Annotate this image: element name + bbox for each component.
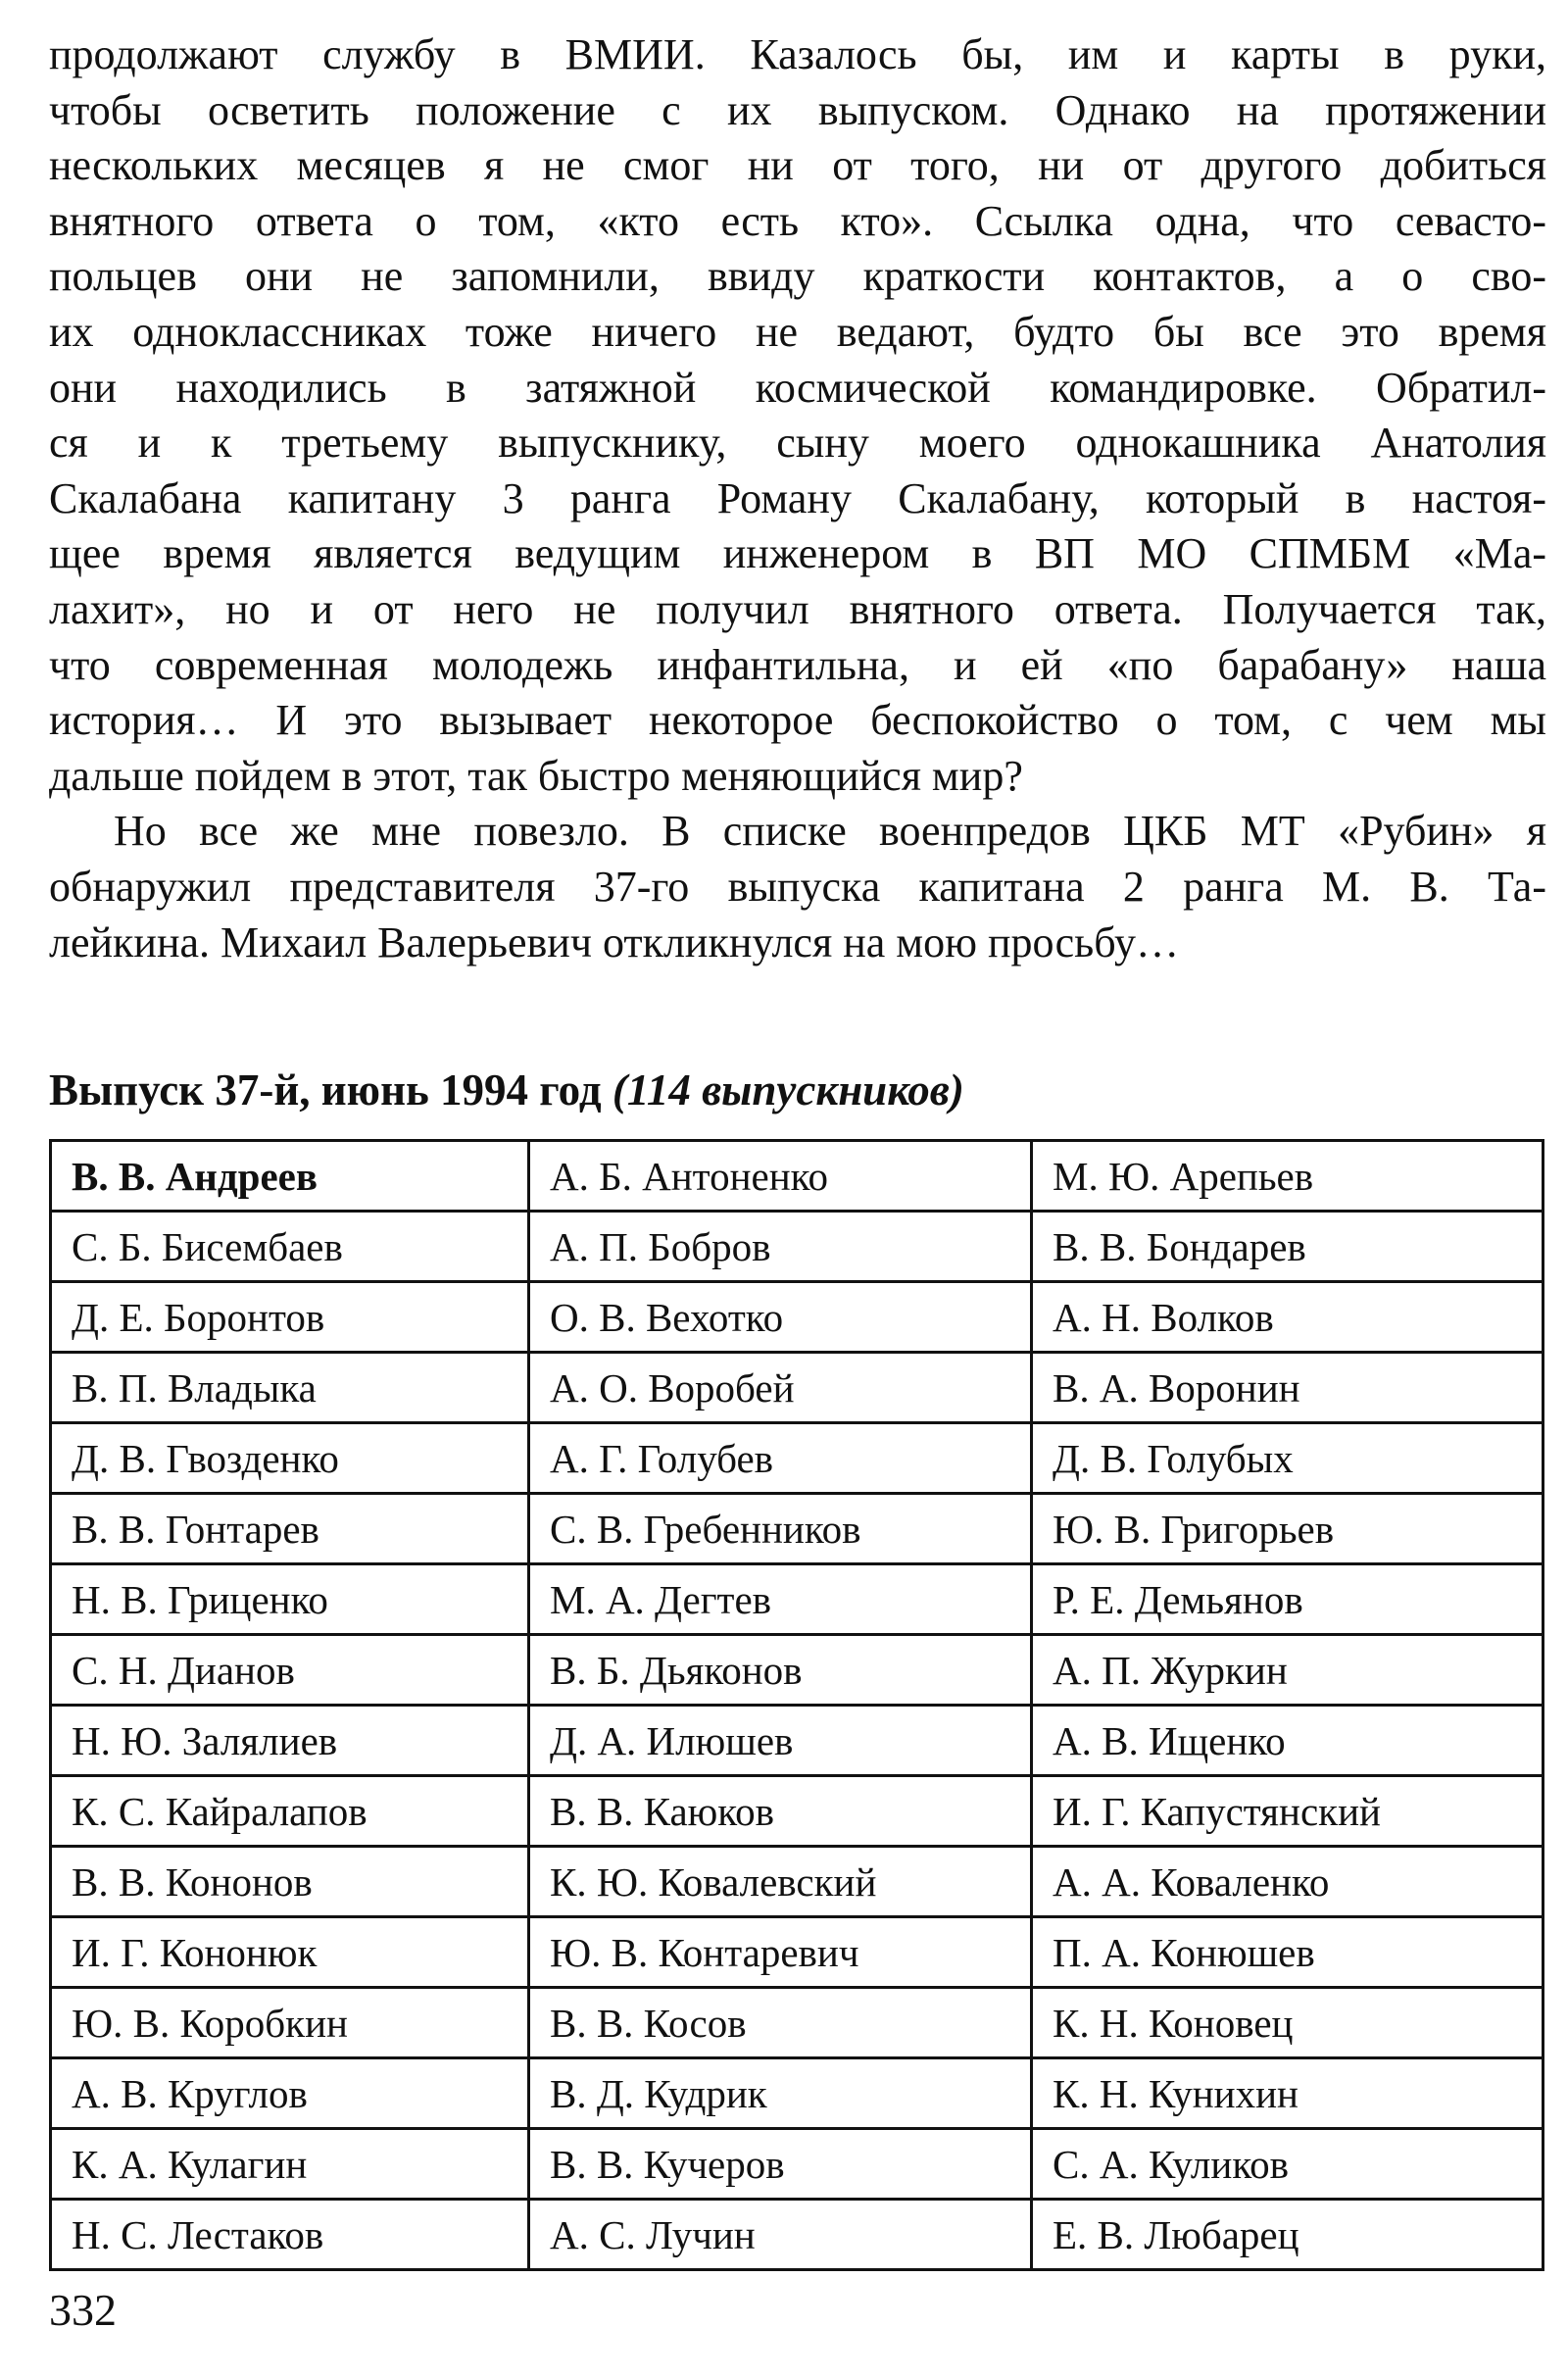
table-row [51, 1212, 1544, 1282]
graduate-name-cell: В. В. Гонтарев [51, 1494, 529, 1564]
graduate-name-cell: М. А. Дегтев [528, 1564, 1031, 1635]
text-line: внятного ответа о том, «кто есть кто». Ссылка одна, что севасто- [49, 196, 1546, 245]
table-row [51, 1635, 1544, 1706]
table-row [51, 1988, 1544, 2058]
text-line: польцев они не запомнили, ввиду краткости контактов, а о сво- [49, 252, 1546, 301]
graduate-name-cell: К. А. Кулагин [51, 2129, 529, 2200]
table-row [51, 1776, 1544, 1847]
graduate-name-cell: К. С. Кайралапов [51, 1776, 529, 1847]
graduate-name-cell: С. Б. Бисембаев [51, 1212, 529, 1282]
page-number: 332 [49, 2285, 117, 2335]
graduate-name-cell: Д. Е. Боронтов [51, 1282, 529, 1353]
graduate-name-cell: А. Г. Голубев [528, 1423, 1031, 1494]
graduate-name-cell: В. Б. Дьяконов [528, 1635, 1031, 1706]
table-title-note: (114 выпускников) [612, 1065, 964, 1114]
table-row [51, 1706, 1544, 1776]
text-line: Скалабана капитану 3 ранга Роману Скалабану, который в настоя- [49, 473, 1546, 522]
graduate-name-cell: В. П. Владыка [51, 1353, 529, 1423]
text-line: нескольких месяцев я не смог ни от того, ни от другого добиться [49, 141, 1546, 190]
text-line: щее время является ведущим инженером в ВП МО СПМБМ «Ма- [49, 529, 1546, 578]
text-line: их одноклассниках тоже ничего не ведают, будто бы все это время [49, 307, 1546, 356]
text-line: они находились в затяжной космической командировке. Обратил- [49, 363, 1546, 412]
text-line: что современная молодежь инфантильна, и ей «по барабану» наша [49, 640, 1546, 689]
graduate-name-cell: Д. В. Гвозденко [51, 1423, 529, 1494]
graduate-name-cell: И. Г. Капустянский [1032, 1776, 1544, 1847]
graduate-name-cell: С. А. Куликов [1032, 2129, 1544, 2200]
graduate-name-cell: В. А. Воронин [1032, 1353, 1544, 1423]
graduate-name-cell: А. Н. Волков [1032, 1282, 1544, 1353]
table-row [51, 2058, 1544, 2129]
text-line: обнаружил представителя 37-го выпуска капитана 2 ранга М. В. Та- [49, 862, 1546, 911]
graduate-name-cell: В. В. Бондарев [1032, 1212, 1544, 1282]
table-row [51, 1141, 1544, 1212]
table-title-main: Выпуск 37-й, июнь 1994 год [49, 1065, 602, 1114]
text-line: лейкина. Михаил Валерьевич откликнулся на мою просьбу… [49, 917, 1179, 966]
table-row [51, 2200, 1544, 2270]
graduates-table [49, 1139, 1544, 2271]
graduate-name-cell: В. В. Каюков [528, 1776, 1031, 1847]
graduate-name-cell: К. Н. Кунихин [1032, 2058, 1544, 2129]
graduate-name-cell: Д. В. Голубых [1032, 1423, 1544, 1494]
graduate-name-cell: К. Н. Коновец [1032, 1988, 1544, 2058]
graduate-name-cell: И. Г. Кононюк [51, 1917, 529, 1988]
text-line: история… И это вызывает некоторое беспокойство о том, с чем мы [49, 696, 1546, 745]
graduate-name-cell: Р. Е. Демьянов [1032, 1564, 1544, 1635]
graduate-name-cell: К. Ю. Ковалевский [528, 1847, 1031, 1917]
graduate-name-cell: А. Б. Антоненко [528, 1141, 1031, 1212]
graduate-name-cell: Н. Ю. Залялиев [51, 1706, 529, 1776]
paragraph-1 [49, 27, 1546, 804]
graduate-name-cell: Ю. В. Контаревич [528, 1917, 1031, 1988]
graduate-name-cell: Н. В. Гриценко [51, 1564, 529, 1635]
graduate-name-cell: В. В. Кучеров [528, 2129, 1031, 2200]
graduate-name-cell: Ю. В. Григорьев [1032, 1494, 1544, 1564]
graduate-name-cell: В. Д. Кудрик [528, 2058, 1031, 2129]
graduate-name-cell: О. В. Вехотко [528, 1282, 1031, 1353]
graduate-name-cell: А. П. Бобров [528, 1212, 1031, 1282]
table-row [51, 1847, 1544, 1917]
text-line: ся и к третьему выпускнику, сыну моего однокашника Анатолия [49, 419, 1546, 468]
graduate-name-cell: Д. А. Илюшев [528, 1706, 1031, 1776]
graduate-name-cell: А. О. Воробей [528, 1353, 1031, 1423]
graduate-name-cell: А. П. Журкин [1032, 1635, 1544, 1706]
table-row [51, 1564, 1544, 1635]
graduate-name-cell: Н. С. Лестаков [51, 2200, 529, 2270]
graduate-name-cell: В. В. Кононов [51, 1847, 529, 1917]
paragraph-2 [49, 804, 1546, 970]
graduate-name-cell: М. Ю. Арепьев [1032, 1141, 1544, 1212]
table-row [51, 1353, 1544, 1423]
table-row [51, 1917, 1544, 1988]
graduate-name-cell: В. В. Андреев [51, 1141, 529, 1212]
graduate-name-cell: Е. В. Любарец [1032, 2200, 1544, 2270]
graduate-name-cell: П. А. Конюшев [1032, 1917, 1544, 1988]
text-line: дальше пойдем в этот, так быстро меняющийся мир? [49, 751, 1023, 800]
text-line: Но все же мне повезло. В списке военпредов ЦКБ МТ «Рубин» я [114, 807, 1546, 856]
table-title [49, 1065, 964, 1115]
table-row [51, 1494, 1544, 1564]
graduate-name-cell: А. В. Круглов [51, 2058, 529, 2129]
text-line: чтобы осветить положение с их выпуском. Однако на протяжении [49, 85, 1546, 134]
text-line: лахит», но и от него не получил внятного ответа. Получается так, [49, 584, 1546, 633]
graduate-name-cell: В. В. Косов [528, 1988, 1031, 2058]
table-row [51, 2129, 1544, 2200]
table-row [51, 1423, 1544, 1494]
graduate-name-cell: А. В. Ищенко [1032, 1706, 1544, 1776]
graduate-name-cell: С. В. Гребенников [528, 1494, 1031, 1564]
graduate-name-cell: Ю. В. Коробкин [51, 1988, 529, 2058]
text-line: продолжают службу в ВМИИ. Казалось бы, им и карты в руки, [49, 30, 1546, 78]
graduate-name-cell: А. А. Коваленко [1032, 1847, 1544, 1917]
page-body [49, 27, 1546, 970]
graduate-name-cell: С. Н. Дианов [51, 1635, 529, 1706]
graduate-name-cell: А. С. Лучин [528, 2200, 1031, 2270]
table-row [51, 1282, 1544, 1353]
